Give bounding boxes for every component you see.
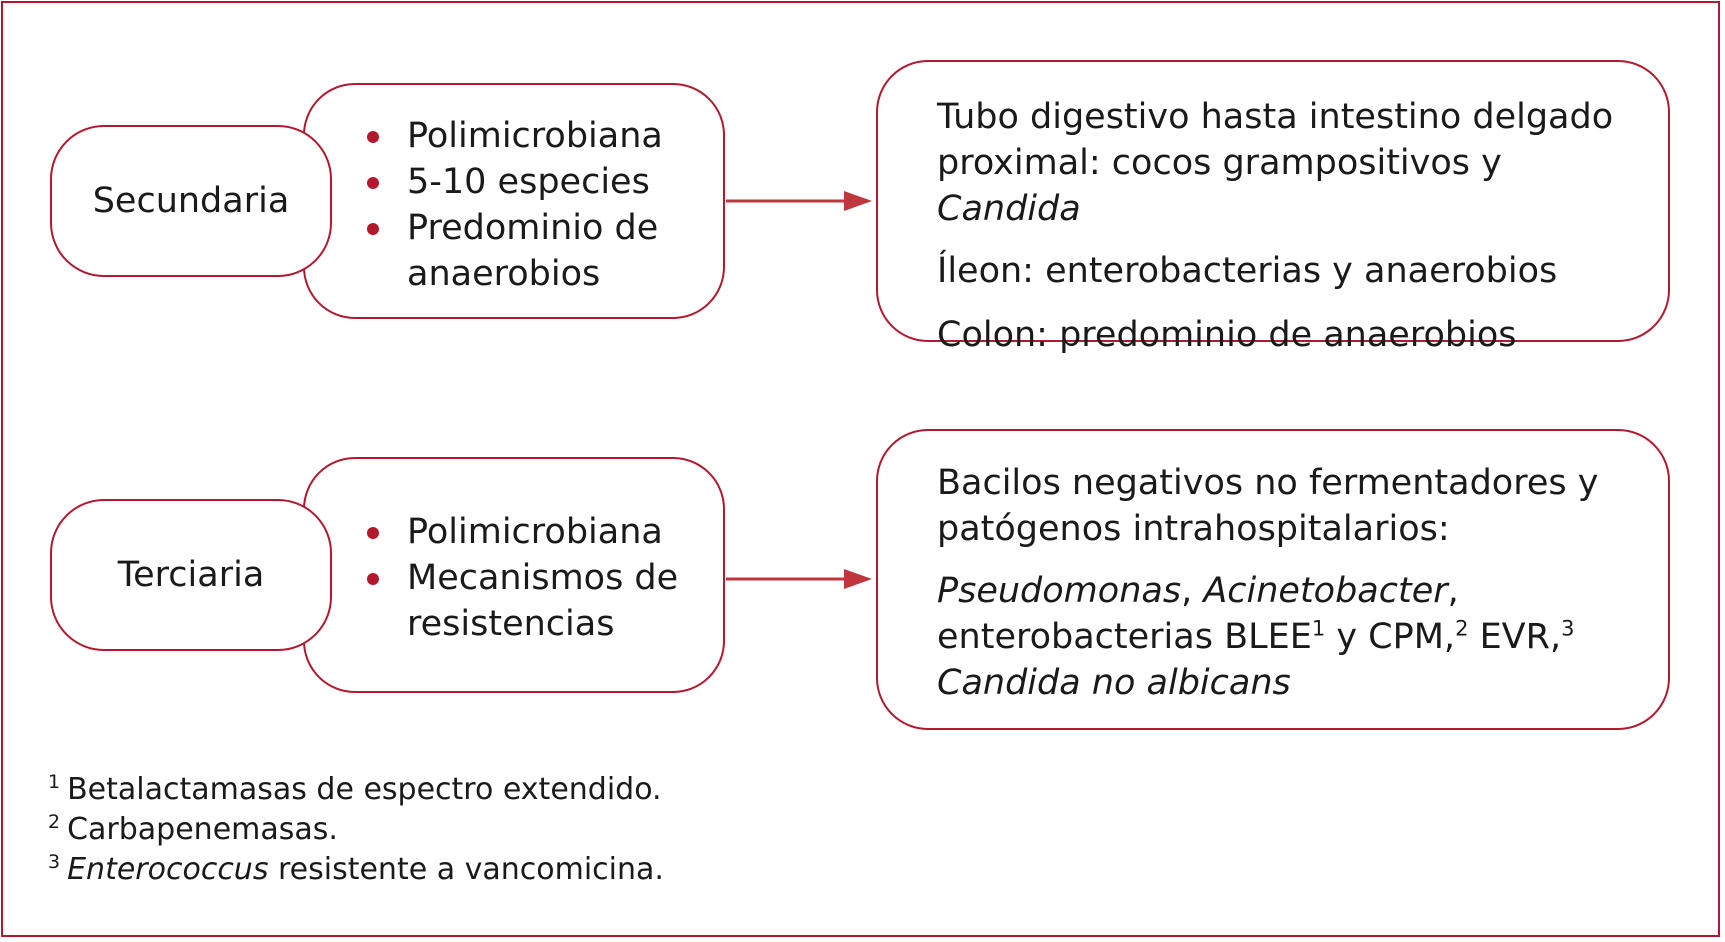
bullets-terciaria-list — [367, 509, 707, 647]
bullet-item: 5-10 especies — [367, 159, 697, 205]
footnote-3: $^3$ Enterococcus resistente a vancomicina. — [48, 851, 664, 887]
label-terciaria — [50, 499, 332, 651]
bullets-secundaria-list — [367, 113, 697, 297]
bullets-terciaria — [303, 457, 725, 693]
bullet-item: Predominio de anaerobios — [367, 205, 697, 297]
bullet-item: Polimicrobiana — [367, 113, 697, 159]
bullets-secundaria — [303, 83, 725, 319]
label-secundaria-text: Secundaria — [92, 181, 290, 221]
footnote-2: $^2$ Carbapenemasas. — [48, 811, 338, 847]
arrow-terciaria — [726, 569, 872, 589]
label-secundaria — [50, 125, 332, 277]
result-secundaria-line1: Tubo digestivo hasta intestino delgado proximal: cocos grampositivos y Candida — [937, 97, 1614, 229]
result-secundaria — [876, 60, 1670, 355]
result-terciaria-para1: Bacilos negativos no fermentadores y patógenos intrahospitalarios: — [937, 463, 1599, 549]
footnote-1: $^1$ Betalactamasas de espectro extendido. — [48, 771, 662, 807]
result-secundaria-content — [937, 94, 1648, 358]
result-terciaria-content — [937, 460, 1648, 706]
result-secundaria-line2: Íleon: enterobacterias y anaerobios — [937, 251, 1558, 291]
footnotes — [48, 770, 664, 890]
arrow-secundaria — [726, 191, 872, 211]
label-terciaria-text: Terciaria — [117, 555, 265, 595]
result-terciaria — [876, 429, 1670, 730]
result-terciaria-para2: Pseudomonas, Acinetobacter, enterobacterias BLEE$^1$ y CPM,$^2$ EVR,$^3$ Candida no albicans — [937, 571, 1575, 703]
result-secundaria-line3: Colon: predominio de anaerobios — [937, 315, 1517, 355]
bullet-item: Mecanismos de resistencias — [367, 555, 707, 647]
bullet-item: Polimicrobiana — [367, 509, 707, 555]
